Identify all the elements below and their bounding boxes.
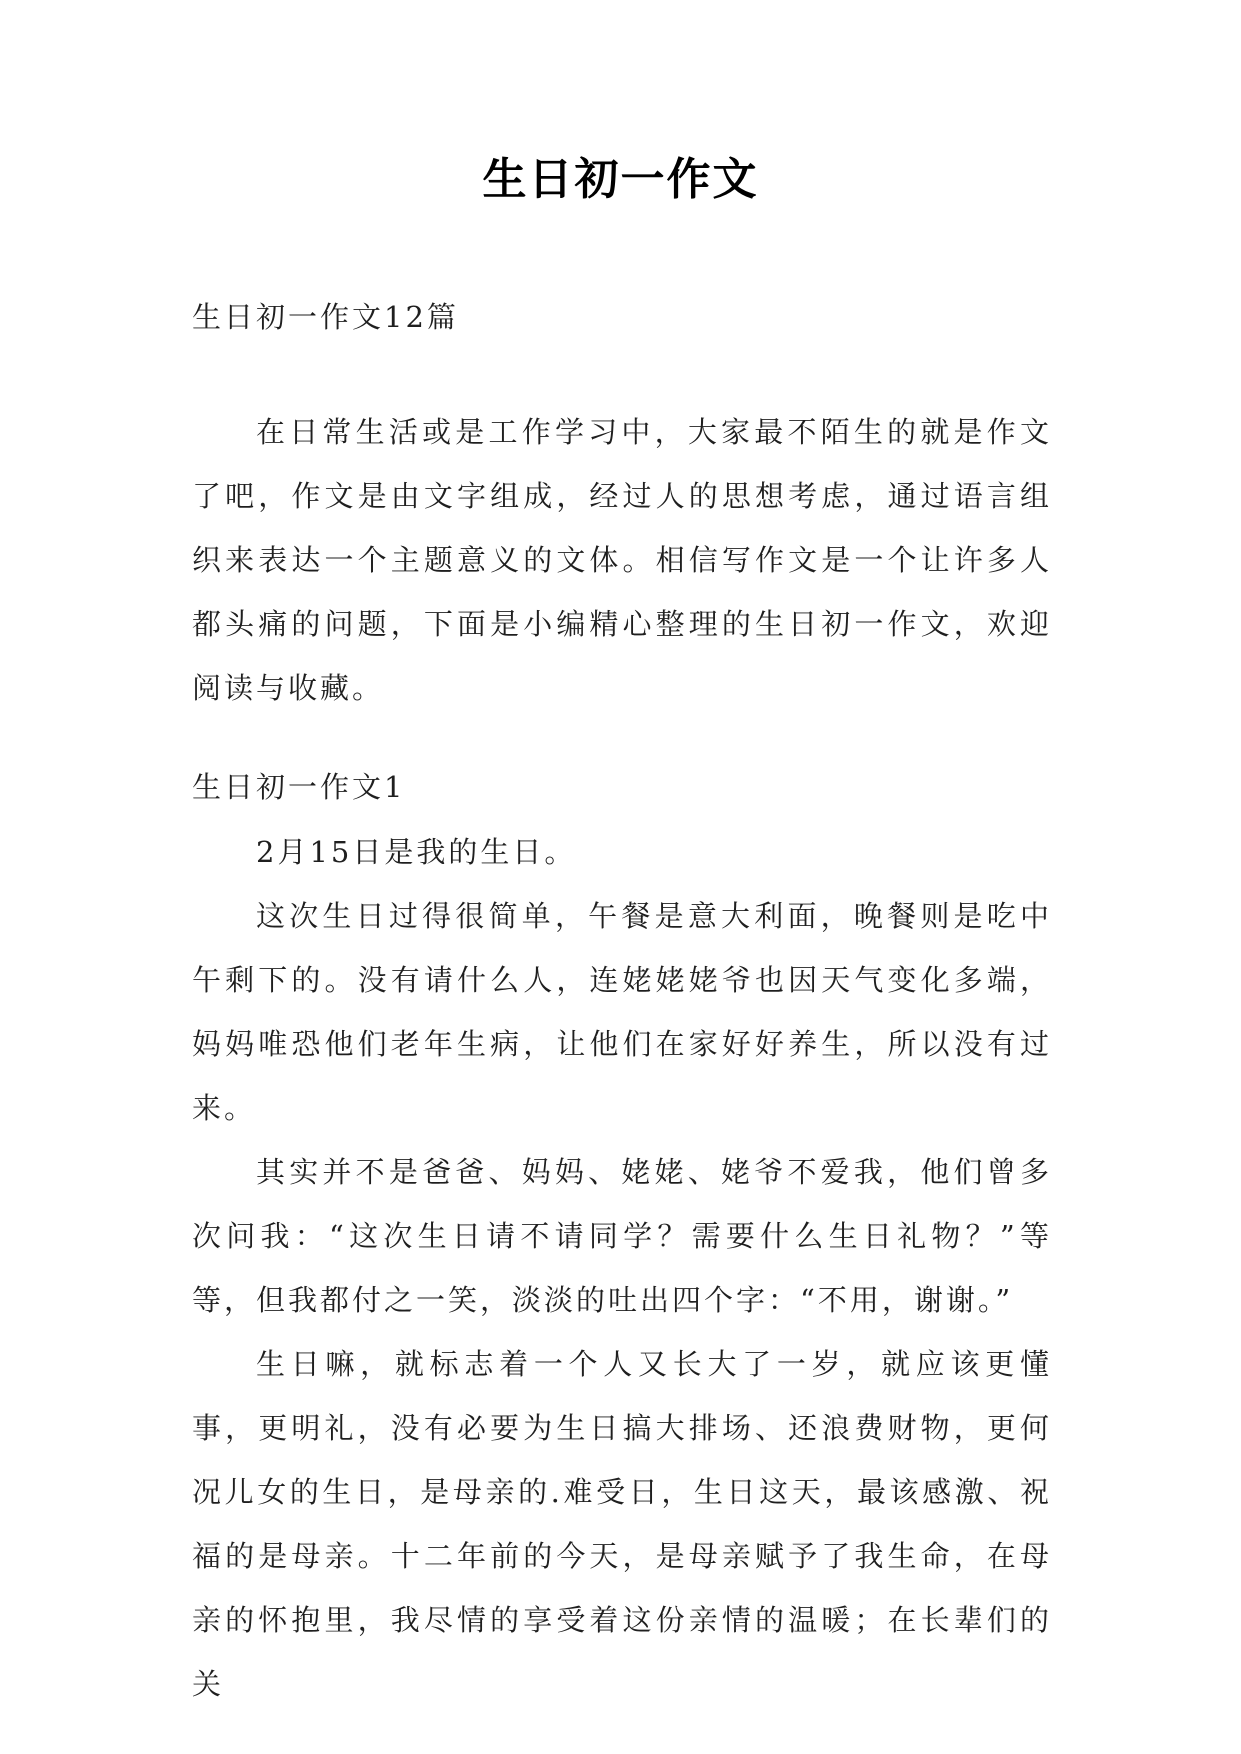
document-title: 生日初一作文 bbox=[482, 154, 759, 205]
intro-paragraph: 在日常生活或是工作学习中，大家最不陌生的就是作文了吧，作文是由文字组成，经过人的思想考虑，通过语言组织来表达一个主题意义的文体。相信写作文是一个让许多人都头痛的问题，下面是小编精心整理的生日初一作文，欢迎阅读与收藏。 bbox=[192, 415, 1052, 705]
essay-body bbox=[192, 820, 1052, 1716]
essay-paragraph: 其实并不是爸爸、妈妈、姥姥、姥爷不爱我，他们曾多次问我：“这次生日请不请同学？需要什么生日礼物？”等等，但我都付之一笑，淡淡的吐出四个字：“不用，谢谢。” bbox=[192, 1155, 1052, 1317]
essay-paragraph: 这次生日过得很简单，午餐是意大利面，晚餐则是吃中午剩下的。没有请什么人，连姥姥姥爷也因天气变化多端，妈妈唯恐他们老年生病，让他们在家好好养生，所以没有过来。 bbox=[192, 899, 1052, 1125]
document-subtitle: 生日初一作文12篇 bbox=[192, 300, 459, 334]
essay-paragraph: 生日嘛，就标志着一个人又长大了一岁，就应该更懂事，更明礼，没有必要为生日搞大排场、还浪费财物，更何况儿女的生日，是母亲的.难受日，生日这天，最该感激、祝福的是母亲。十二年前的今天，是母亲赋予了我生命，在母亲的怀抱里，我尽情的享受着这份亲情的温暖；在长辈们的关 bbox=[192, 1347, 1052, 1701]
section-heading: 生日初一作文1 bbox=[192, 770, 406, 804]
essay-paragraph: 2月15日是我的生日。 bbox=[256, 835, 577, 869]
